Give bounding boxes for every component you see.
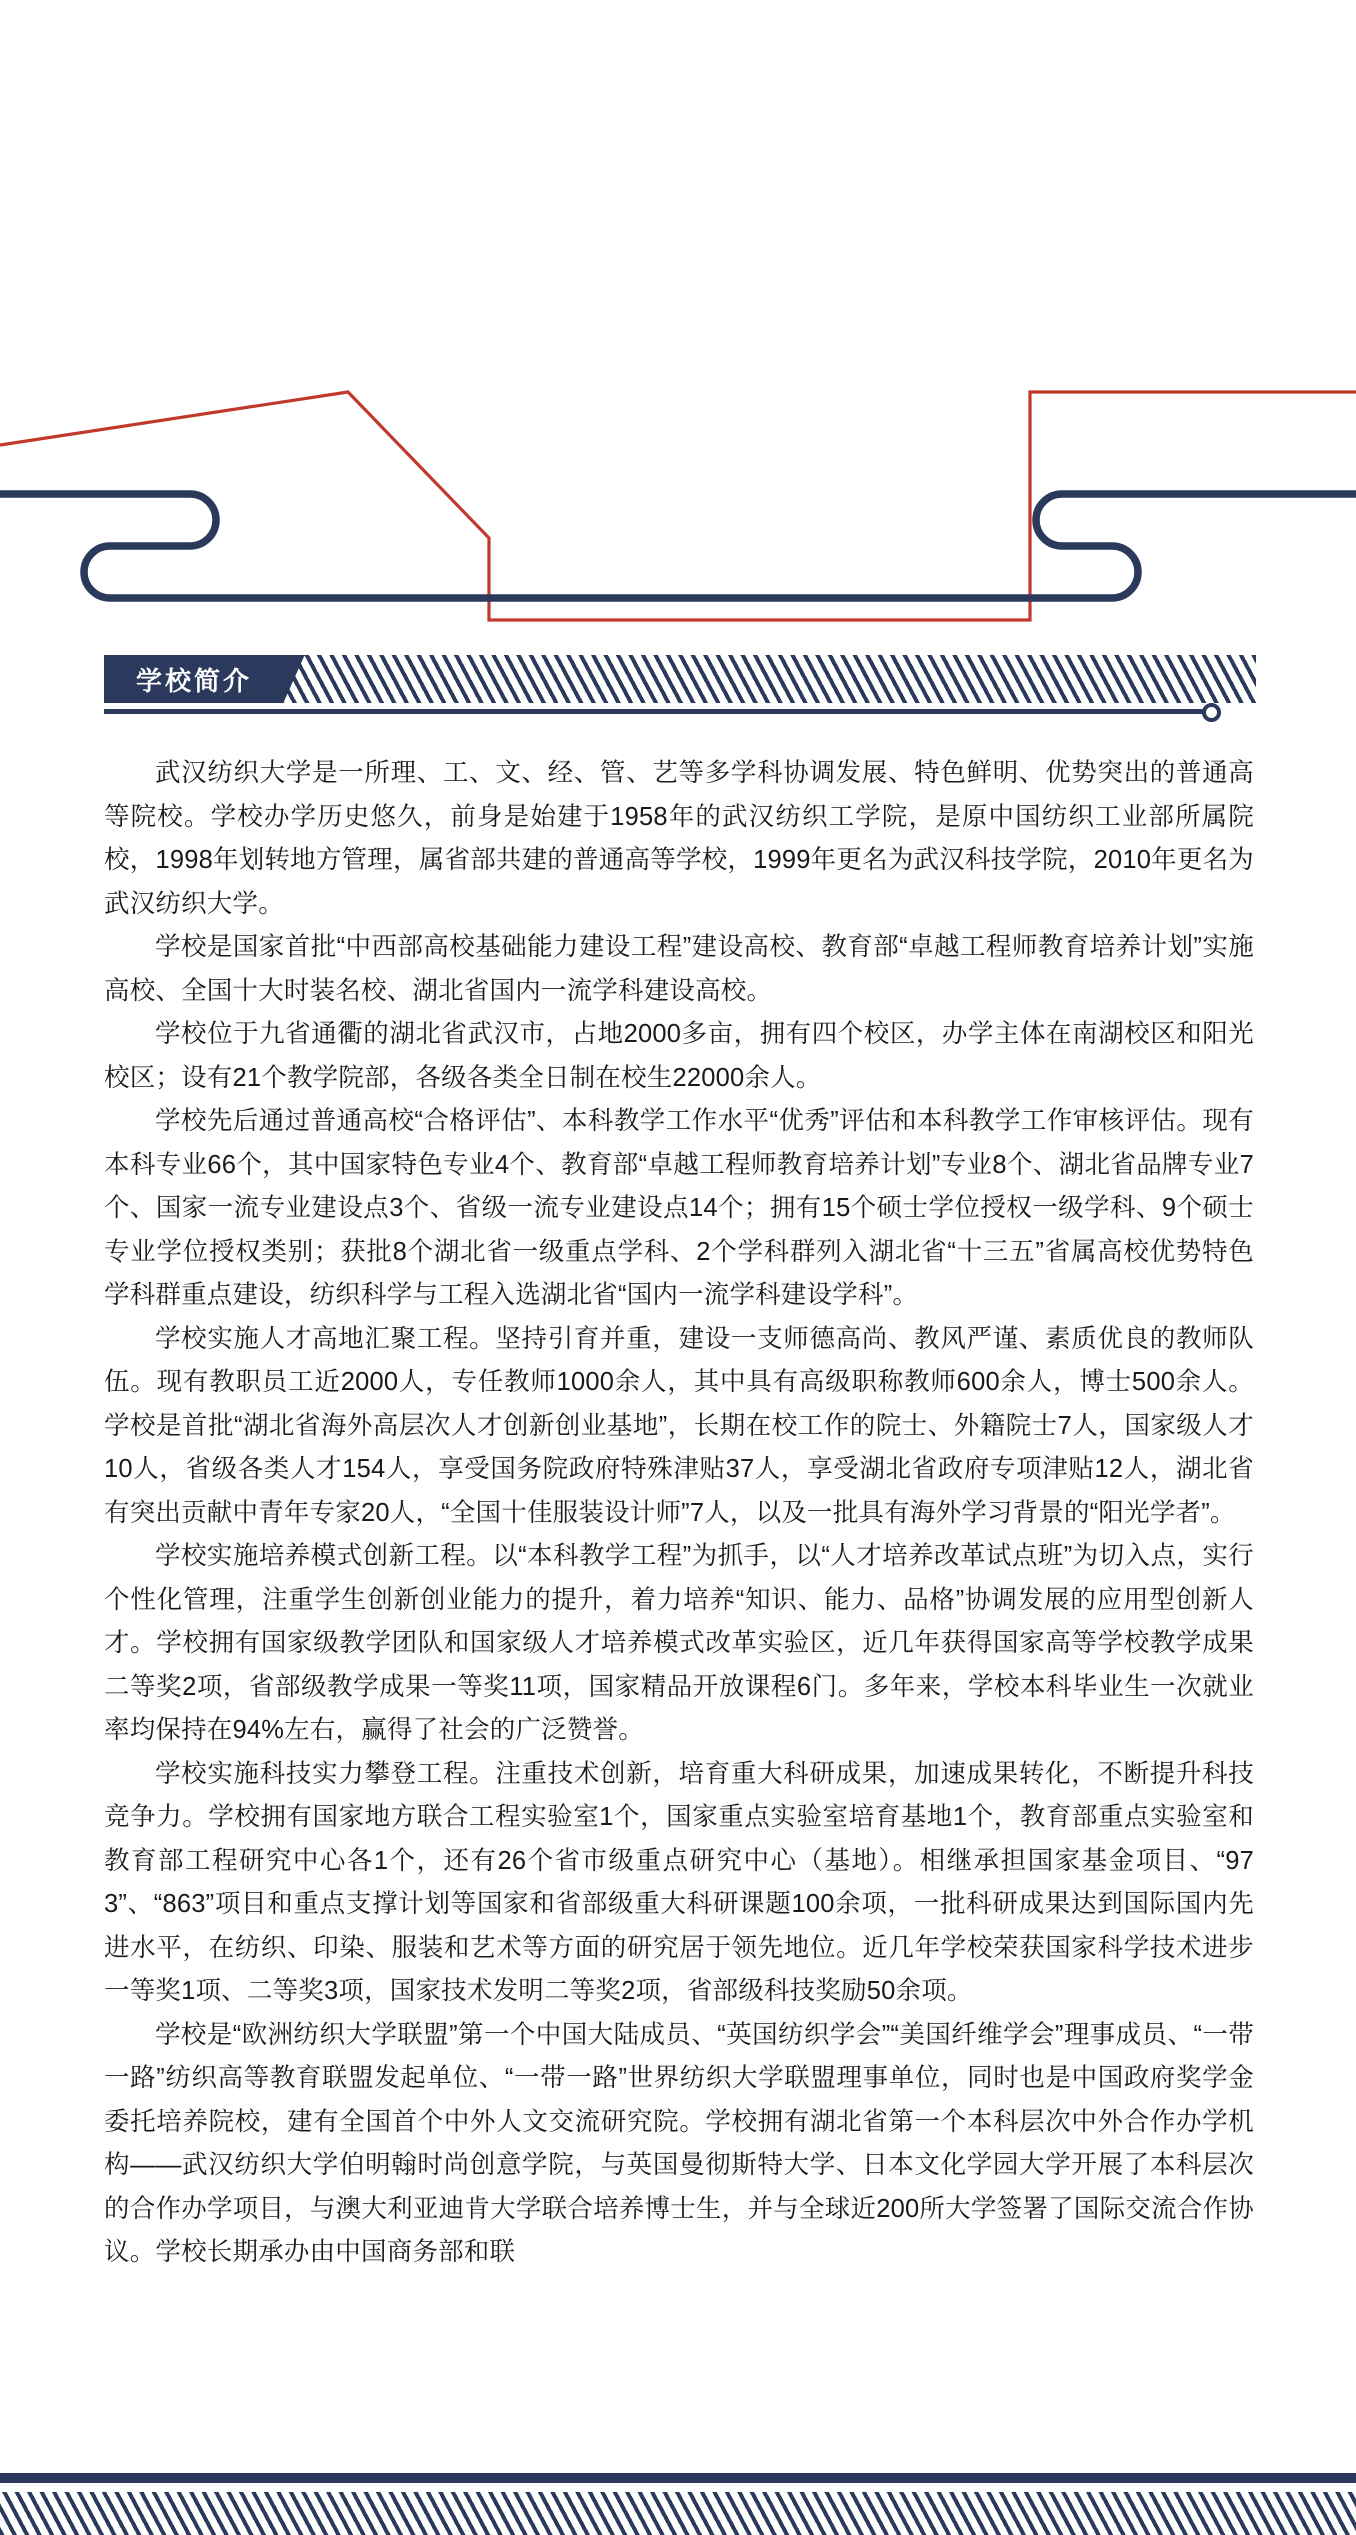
paragraph: 学校是国家首批“中西部高校基础能力建设工程”建设高校、教育部“卓越工程师教育培养计划”实施高校、全国十大时装名校、湖北省国内一流学科建设高校。 (104, 933, 1254, 1005)
section-title: 学校简介 (104, 655, 284, 703)
paragraph: 学校是“欧洲纺织大学联盟”第一个中国大陆成员、“英国纺织学会”“美国纤维学会”理事成员、“一带一路”纺织高等教育联盟发起单位、“一带一路”世界纺织大学联盟理事单位，同时也是中国政府奖学金委托培养院校，建有全国首个中外人文交流研究院。学校拥有湖北省第一个本科层次中外合作办学机构——武汉纺织大学伯明翰时尚创意学院，与英国曼彻斯特大学、日本文化学园大学开展了本科层次的合作办学项目，与澳大利亚迪肯大学联合培养博士生，并与全球近200所大学签署了国际交流合作协议。学校长期承办由中国商务部和联 (104, 2020, 1254, 2266)
decorative-top-graphic (0, 0, 1356, 640)
paragraph: 学校实施人才高地汇聚工程。坚持引育并重，建设一支师德高尚、教风严谨、素质优良的教师队伍。现有教职员工近2000人，专任教师1000余人，其中具有高级职称教师600余人，博士500余人。学校是首批“湖北省海外高层次人才创新创业基地”，长期在校工作的院士、外籍院士7人，国家级人才10人，省级各类人才154人，享受国务院政府特殊津贴37人，享受湖北省政府专项津贴12人，湖北省有突出贡献中青年专家20人，“全国十佳服装设计师”7人，以及一批具有海外学习背景的“阳光学者”。 (104, 1324, 1254, 1527)
header-stripe-band (280, 655, 1256, 703)
navy-decorative-line (0, 494, 1356, 598)
article-body (104, 752, 1254, 2275)
paragraph: 学校实施科技实力攀登工程。注重技术创新，培育重大科研成果，加速成果转化，不断提升科技竞争力。学校拥有国家地方联合工程实验室1个，国家重点实验室培育基地1个，教育部重点实验室和教育部工程研究中心各1个，还有26个省市级重点研究中心（基地）。相继承担国家基金项目、“973”、“863”项目和重点支撑计划等国家和省部级重大科研课题100余项，一批科研成果达到国际国内先进水平，在纺织、印染、服装和艺术等方面的研究居于领先地位。近几年学校荣获国家科学技术进步一等奖1项、二等奖3项，国家技术发明二等奖2项，省部级科技奖励50余项。 (104, 1759, 1254, 2005)
footer-stripe-band (0, 2492, 1356, 2535)
footer-bar (0, 2473, 1356, 2483)
paragraph: 学校先后通过普通高校“合格评估”、本科教学工作水平“优秀”评估和本科教学工作审核评估。现有本科专业66个，其中国家特色专业4个、教育部“卓越工程师教育培养计划”专业8个、湖北省品牌专业7个、国家一流专业建设点3个、省级一流专业建设点14个；拥有15个硕士学位授权一级学科、9个硕士专业学位授权类别；获批8个湖北省一级重点学科、2个学科群列入湖北省“十三五”省属高校优势特色学科群重点建设，纺织科学与工程入选湖北省“国内一流学科建设学科”。 (104, 1107, 1254, 1309)
section-header (104, 655, 1256, 713)
header-rule-endpoint-circle-icon (1202, 703, 1221, 722)
header-rule (104, 709, 1208, 714)
paragraph: 武汉纺织大学是一所理、工、文、经、管、艺等多学科协调发展、特色鲜明、优势突出的普通高等院校。学校办学历史悠久，前身是始建于1958年的武汉纺织工学院，是原中国纺织工业部所属院校，1998年划转地方管理，属省部共建的普通高等学校，1999年更名为武汉科技学院，2010年更名为武汉纺织大学。 (104, 759, 1254, 918)
paragraph: 学校实施培养模式创新工程。以“本科教学工程”为抓手，以“人才培养改革试点班”为切入点，实行个性化管理，注重学生创新创业能力的提升，着力培养“知识、能力、品格”协调发展的应用型创新人才。学校拥有国家级教学团队和国家级人才培养模式改革实验区，近几年获得国家高等学校教学成果二等奖2项，省部级教学成果一等奖11项，国家精品开放课程6门。多年来，学校本科毕业生一次就业率均保持在94%左右，赢得了社会的广泛赞誉。 (104, 1542, 1254, 1744)
red-decorative-line (0, 392, 1356, 620)
paragraph: 学校位于九省通衢的湖北省武汉市，占地2000多亩，拥有四个校区，办学主体在南湖校区和阳光校区；设有21个教学院部，各级各类全日制在校生22000余人。 (104, 1020, 1254, 1092)
